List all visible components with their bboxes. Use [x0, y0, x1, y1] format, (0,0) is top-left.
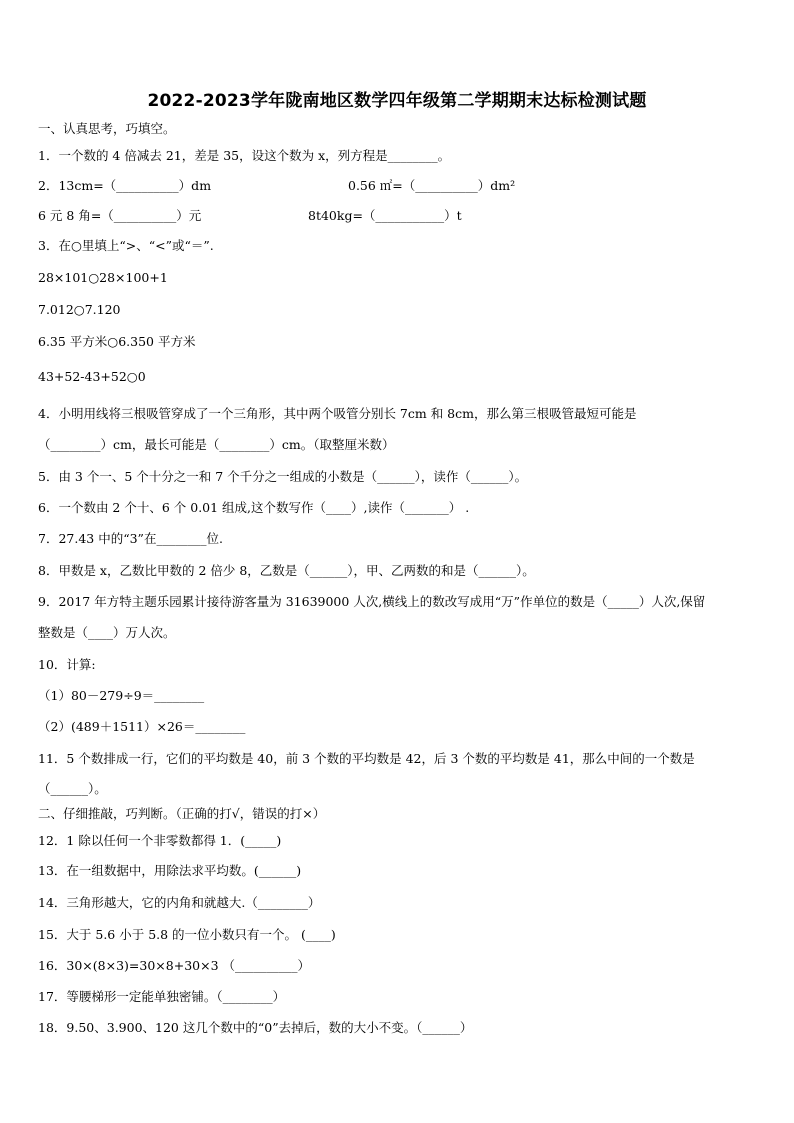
question-9-line1: 9．2017 年方特主题乐园累计接待游客量为 31639000 人次,横线上的数改写成用“万”作单位的数是（_____）人次,保留: [38, 594, 706, 609]
question-9-line2: 整数是（____）万人次。: [38, 625, 176, 640]
question-12: 12．1 除以任何一个非零数都得 1．(_____): [38, 833, 282, 848]
section-1-heading: 一、认真思考，巧填空。: [38, 121, 176, 136]
question-8: 8．甲数是 x，乙数比甲数的 2 倍少 8，乙数是（______），甲、乙两数的和是（______）。: [38, 563, 535, 578]
question-4-line1: 4．小明用线将三根吸管穿成了一个三角形，其中两个吸管分别长 7cm 和 8cm，那么第三根吸管最短可能是: [38, 406, 637, 421]
question-11-line2: （______）。: [38, 781, 107, 796]
question-18: 18．9.50、3.900、120 这几个数中的“0”去掉后，数的大小不变。（______）: [38, 1020, 473, 1035]
question-10: 10．计算:: [38, 657, 96, 672]
question-2c: 6 元 8 角=（__________）元: [38, 208, 202, 223]
question-11-line1: 11．5 个数排成一行，它们的平均数是 40，前 3 个数的平均数是 42，后 3 个数的平均数是 41，那么中间的一个数是: [38, 751, 695, 766]
question-16: 16．30×(8×3)=30×8+30×3 （__________）: [38, 958, 311, 973]
question-10-part1: （1）80－279÷9＝________: [38, 688, 205, 703]
question-17: 17．等腰梯形一定能单独密铺。（________）: [38, 989, 286, 1004]
question-6: 6．一个数由 2 个十、6 个 0.01 组成,这个数写作（____）,读作（_______） .: [38, 500, 470, 515]
question-2a: 2．13cm=（__________）dm: [38, 178, 212, 193]
page-title: 2022-2023学年陇南地区数学四年级第二学期期末达标检测试题: [147, 91, 647, 111]
question-3: 3．在○里填上“>、“<”或“＝”.: [38, 238, 214, 253]
question-13: 13．在一组数据中，用除法求平均数。(______): [38, 863, 302, 878]
question-3b: 7.012○7.120: [38, 302, 121, 317]
question-3c: 6.35 平方米○6.350 平方米: [38, 334, 196, 349]
question-10-part2: （2）(489＋1511）×26＝________: [38, 719, 246, 734]
question-3a: 28×101○28×100+1: [38, 270, 168, 285]
question-7: 7．27.43 中的“3”在________位.: [38, 531, 223, 546]
question-5: 5．由 3 个一、5 个十分之一和 7 个千分之一组成的小数是（______），读作（______）。: [38, 469, 528, 484]
section-2-heading: 二、仔细推敲，巧判断。（正确的打√，错误的打×）: [38, 806, 326, 821]
question-3d: 43+52-43+52○0: [38, 369, 146, 384]
question-4-line2: （________）cm，最长可能是（________）cm。（取整厘米数）: [38, 437, 395, 452]
question-2b: 0.56 ㎡=（__________）dm²: [348, 178, 516, 193]
question-2d: 8t40kg=（___________）t: [308, 208, 462, 223]
question-1: 1．一个数的 4 倍减去 21，差是 35，设这个数为 x，列方程是________。: [38, 148, 451, 163]
question-15: 15．大于 5.6 小于 5.8 的一位小数只有一个。 (____): [38, 927, 336, 942]
question-14: 14．三角形越大，它的内角和就越大.（________）: [38, 895, 321, 910]
